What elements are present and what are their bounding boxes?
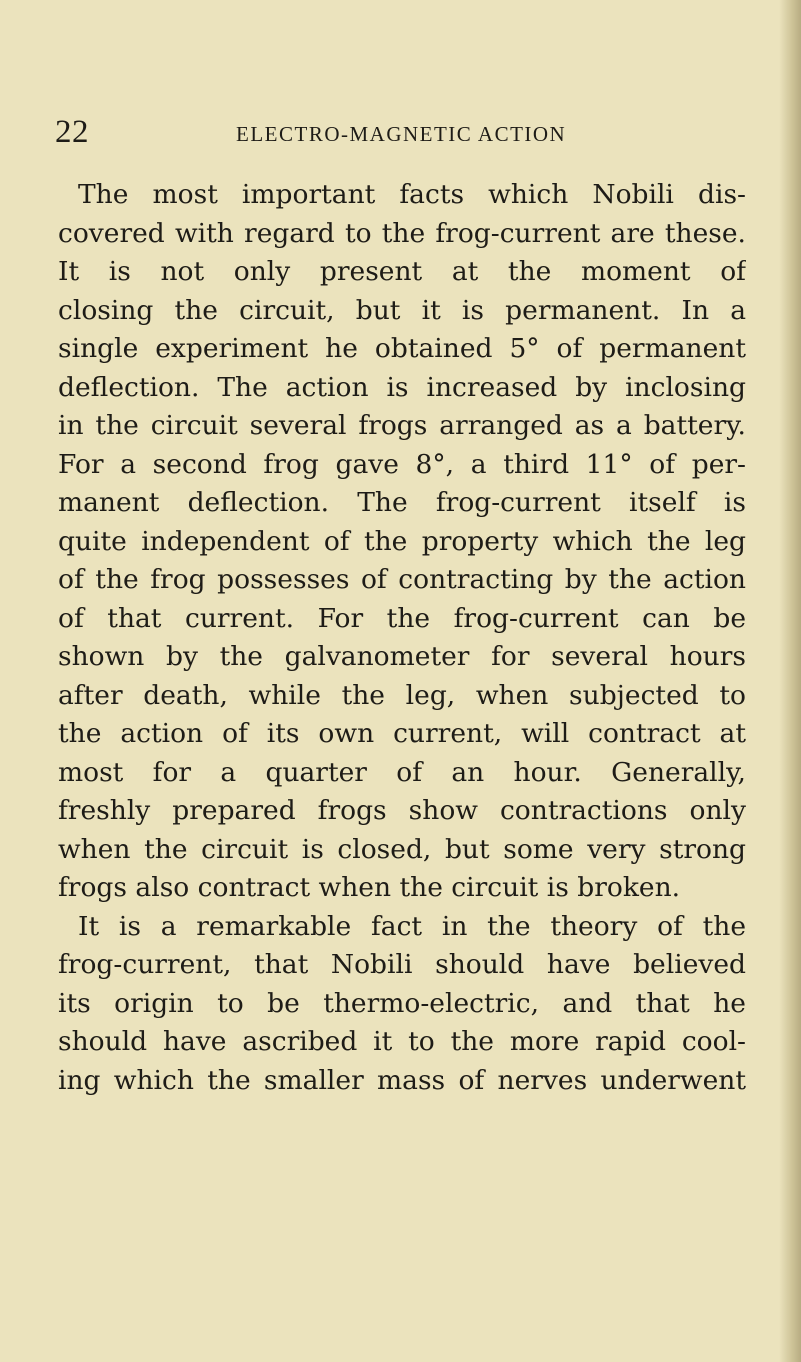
text-line: The most important facts which Nobili dis- — [78, 179, 746, 210]
text-line: closing the circuit, but it is permanent. In a — [58, 294, 746, 326]
text-line: frogs also contract when the circuit is broken. — [58, 872, 681, 903]
running-head: ELECTRO-MAGNETIC ACTION — [236, 122, 567, 146]
text-line: single experiment he obtained 5° of permanent — [58, 333, 746, 364]
text-line: in the circuit several frogs arranged as a battery. — [58, 410, 746, 441]
text-line: its origin to be thermo-electric, and that he — [58, 987, 746, 1019]
text-line: ing which the smaller mass of nerves underwent — [58, 1064, 746, 1096]
text-line: the action of its own current, will contract at — [58, 718, 746, 749]
text-line: most for a quarter of an hour. Generally, — [58, 756, 746, 788]
body-text — [58, 176, 746, 1100]
text-line: frog-current, that Nobili should have believed — [58, 949, 746, 980]
text-line: deflection. The action is increased by inclosing — [58, 371, 746, 403]
text-line: It is a remarkable fact in the theory of the — [78, 910, 746, 942]
text-line: of the frog possesses of contracting by the action — [58, 564, 746, 595]
text-line: freshly prepared frogs show contractions only — [58, 795, 746, 826]
text-line: manent deflection. The frog-current itself is — [58, 487, 746, 518]
text-line: should have ascribed it to the more rapid cool- — [58, 1026, 746, 1057]
page-header — [0, 112, 801, 152]
text-line: quite independent of the property which the leg — [58, 525, 746, 557]
page-edge-shadow — [779, 0, 801, 1362]
text-line: For a second frog gave 8°, a third 11° of per- — [58, 448, 746, 480]
text-line: after death, while the leg, when subjected to — [58, 679, 746, 711]
text-line: covered with regard to the frog-current are these. — [58, 217, 746, 249]
page-number: 22 — [55, 114, 89, 150]
text-line: of that current. For the frog-current can be — [58, 602, 746, 634]
text-line: It is not only present at the moment of — [58, 256, 746, 287]
text-line: shown by the galvanometer for several hours — [58, 641, 746, 672]
text-line: when the circuit is closed, but some very strong — [58, 833, 746, 865]
